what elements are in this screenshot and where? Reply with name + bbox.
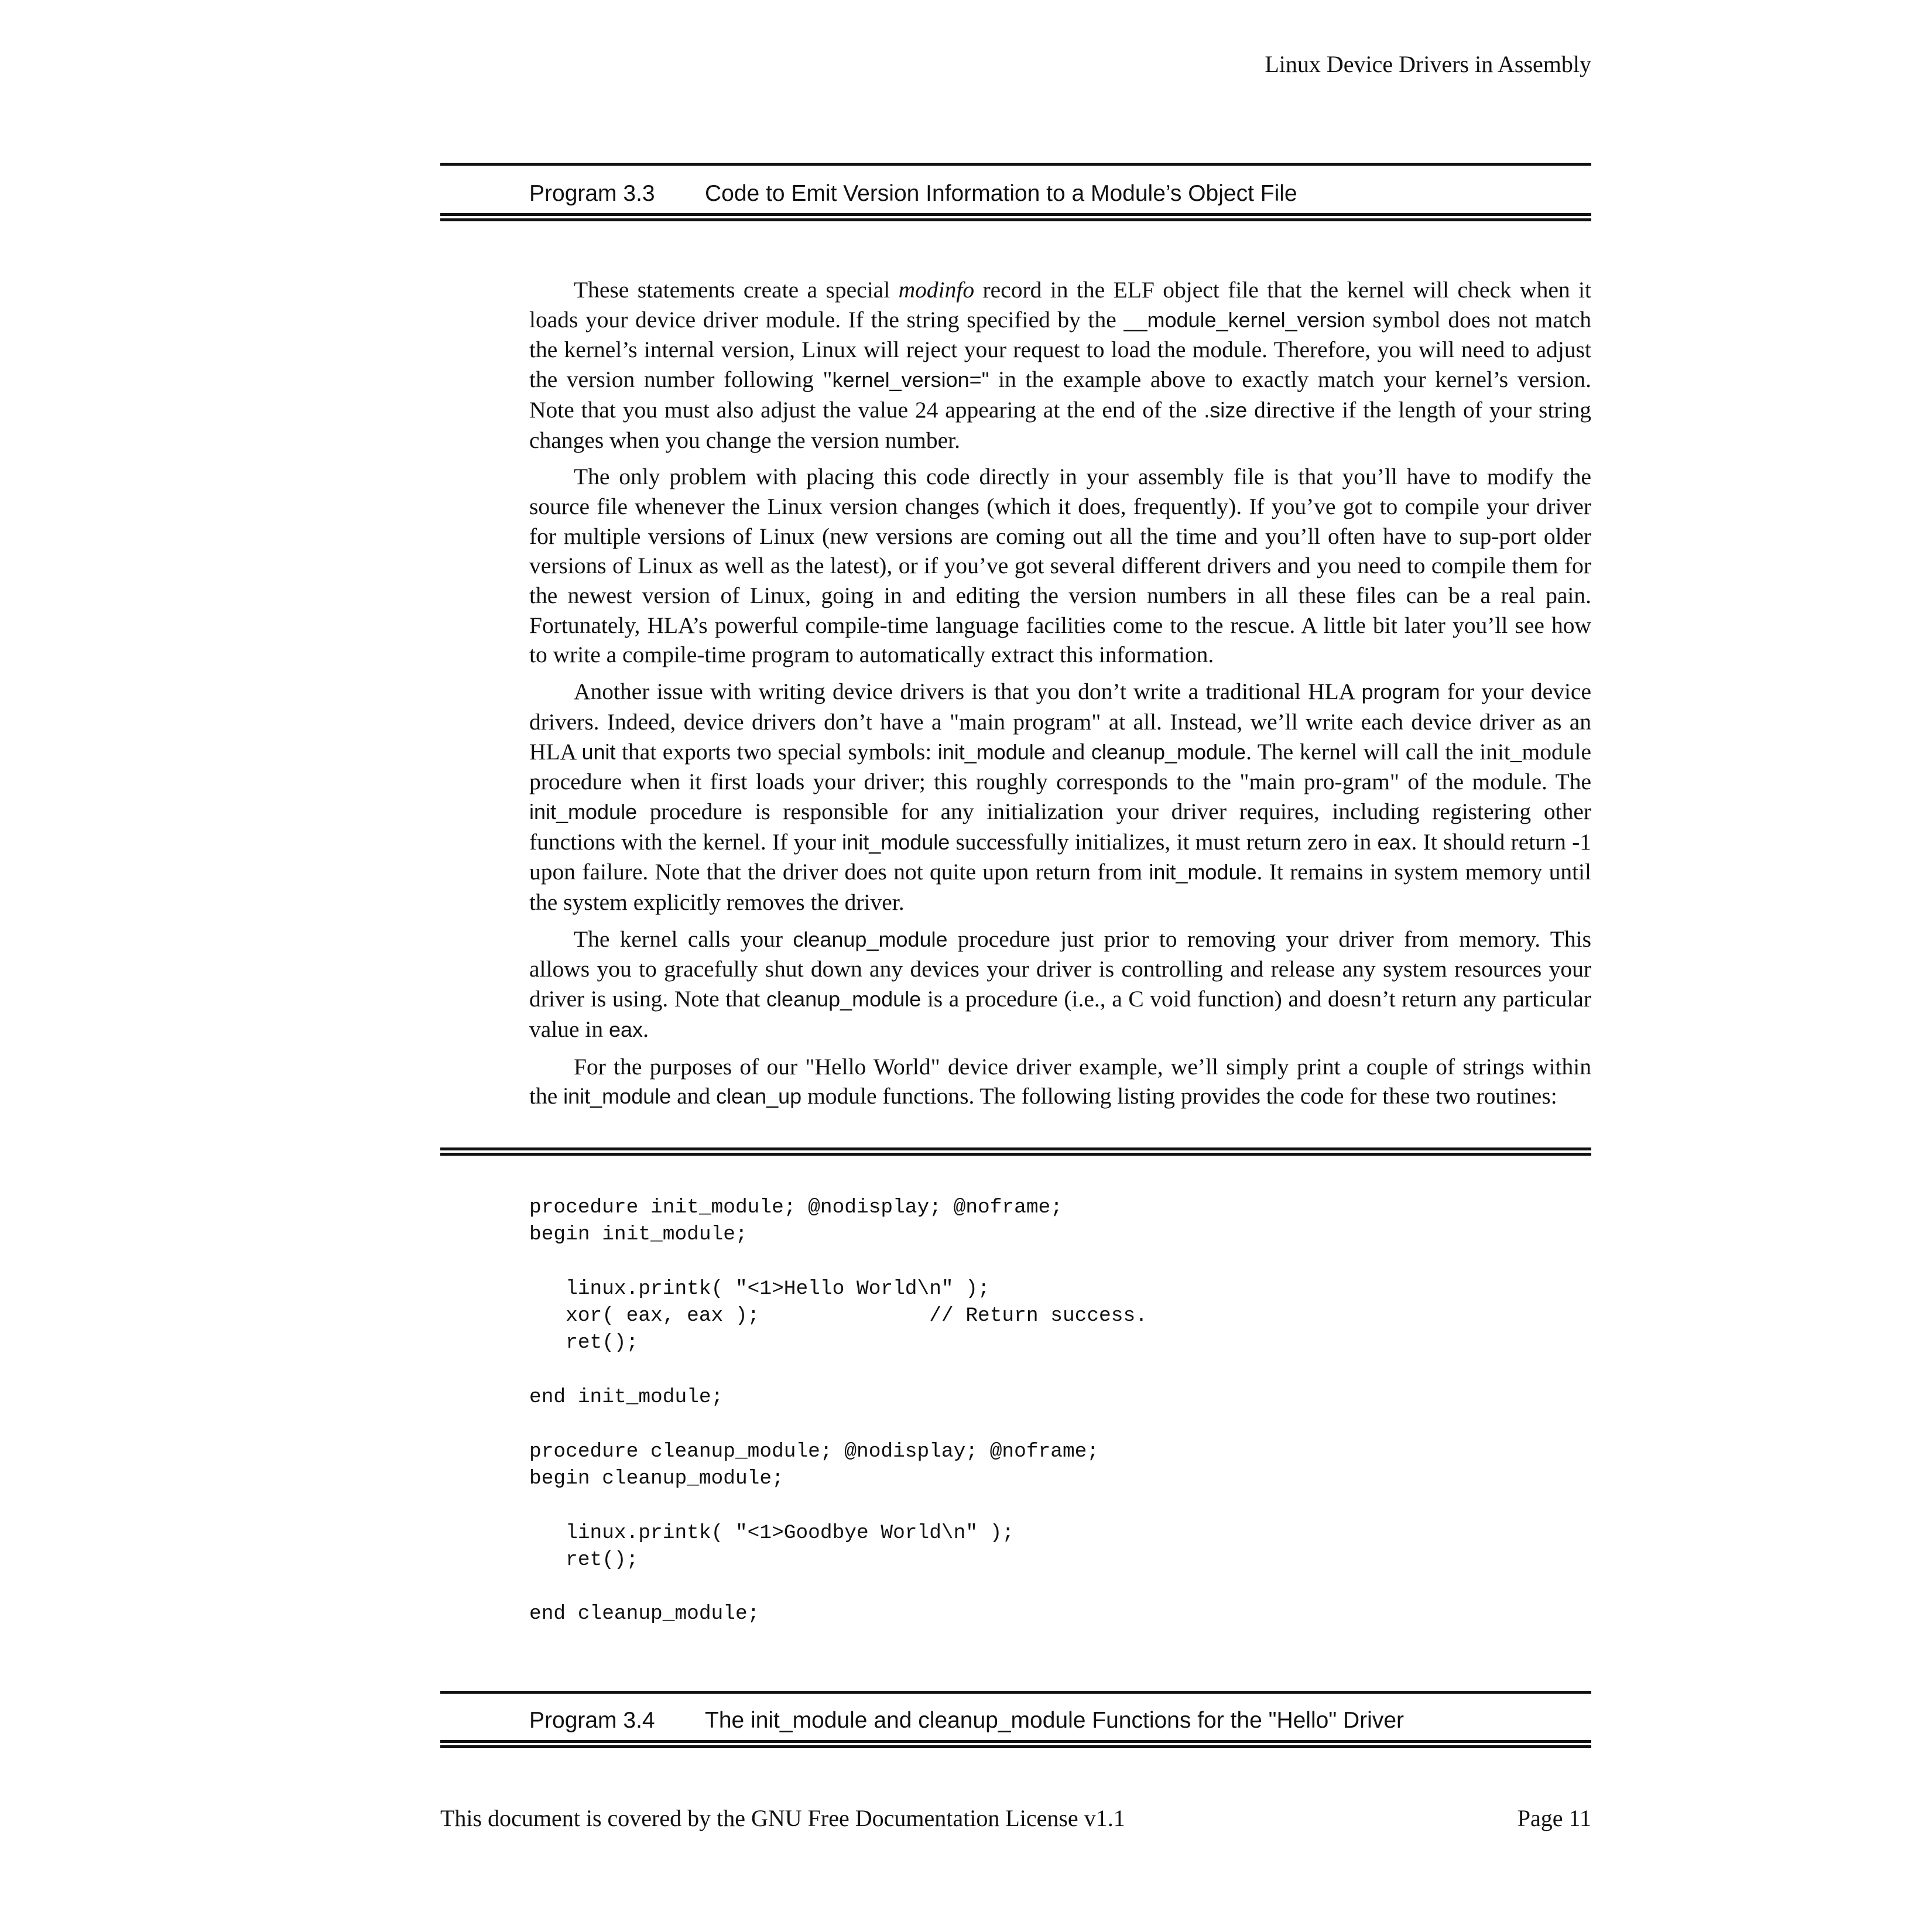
- caption-top-rule: [440, 1691, 1591, 1694]
- caption-top-rule: [440, 163, 1591, 166]
- paragraph-5: For the purposes of our "Hello World" device driver example, we’ll simply print a couple of strings within the init_module and clean_up module functions. The following listing provides the code for these two routines:: [529, 1053, 1591, 1109]
- code-line: end cleanup_module;: [529, 1602, 760, 1626]
- paragraph-2: The only problem with placing this code directly in your assembly file is that you’ll have to modify the source file whenever the Linux version changes (which it does, frequently). If you’ve got to compile your driver for multiple versions of Linux (new versions are coming out all the time and you’ll often have to sup-port older versions of Linux as well as the latest), or if you’ve got several different drivers and you need to compile them for the newest version of Linux, going in and editing the version numbers in all these files can be a real pain. Fortunately, HLA’s powerful compile-time language facilities come to the rescue. A little bit later you’ll see how to write a compile-time program to automatically extract this information.: [529, 464, 1591, 668]
- code-line: xor( eax, eax ); // Return success.: [529, 1304, 1147, 1328]
- caption-bottom-rule: [440, 1740, 1591, 1748]
- running-header: Linux Device Drivers in Assembly: [1265, 51, 1591, 77]
- code-line: [529, 1249, 1147, 1276]
- code-line: [529, 1411, 1147, 1438]
- footer-license: This document is covered by the GNU Free Documentation License v1.1: [440, 1805, 1125, 1831]
- caption-bottom-rule: [440, 213, 1591, 221]
- paragraph-4: The kernel calls your cleanup_module procedure just prior to removing your driver from memory. This allows you to gracefully shut down any devices your driver is controlling and release any system resources your driver is using. Note that cleanup_module is a procedure (i.e., a C void function) and doesn’t return any particular value in eax.: [529, 926, 1591, 1042]
- code-line: ret();: [529, 1548, 639, 1571]
- code-line: [529, 1492, 1147, 1519]
- paragraph-3: Another issue with writing device drivers is that you don’t write a traditional HLA program for your device drivers. Indeed, device drivers don’t have a "main program" at all. Instead, we’ll write each device driver as an HLA unit that exports two special symbols: init_module and cleanup_module. The kernel will call the init_module procedure when it first loads your driver; this roughly corresponds to the "main pro-gram" of the module. The init_module procedure is responsible for any initialization your driver requires, including registering other functions with the kernel. If your init_module successfully initializes, it must return zero in eax. It should return -1 upon failure. Note that the driver does not quite upon return from init_module. It remains in system memory until the system explicitly removes the driver.: [529, 679, 1592, 916]
- code-line: ret();: [529, 1331, 639, 1355]
- code-line: end init_module;: [529, 1386, 724, 1409]
- code-line: linux.printk( "<1>Hello World\n" );: [529, 1277, 990, 1300]
- page-number: Page 11: [1517, 1805, 1591, 1831]
- code-listing: [529, 1194, 1147, 1628]
- code-line: [529, 1574, 1147, 1601]
- body-text: [529, 275, 1591, 1119]
- paragraph-1: These statements create a special modinfo record in the ELF object file that the kernel will check when it loads your device driver module. If the string specified by the __module_kernel_version symbol does not match the kernel’s internal version, Linux will reject your request to load the module. Therefore, you will need to adjust the version number following "kernel_version=" in the example above to exactly match your kernel’s version. Note that you must also adjust the value 24 appearing at the end of the .size directive if the length of your string changes when you change the version number.: [529, 277, 1591, 453]
- code-line: linux.printk( "<1>Goodbye World\n" );: [529, 1521, 1015, 1544]
- program-3-4-title: The init_module and cleanup_module Functions for the "Hello" Driver: [705, 1708, 1404, 1733]
- program-3-3-number: Program 3.3: [529, 181, 655, 206]
- code-line: begin init_module;: [529, 1223, 748, 1246]
- code-line: begin cleanup_module;: [529, 1467, 784, 1490]
- program-3-4-caption: [529, 1706, 1404, 1735]
- program-3-3-caption: [529, 179, 1297, 208]
- code-line: [529, 1357, 1147, 1384]
- program-3-4-number: Program 3.4: [529, 1708, 655, 1733]
- code-line: procedure cleanup_module; @nodisplay; @noframe;: [529, 1440, 1099, 1463]
- code-line: procedure init_module; @nodisplay; @noframe;: [529, 1196, 1063, 1219]
- code-top-rule: [440, 1147, 1591, 1156]
- program-3-3-title: Code to Emit Version Information to a Module’s Object File: [705, 181, 1297, 206]
